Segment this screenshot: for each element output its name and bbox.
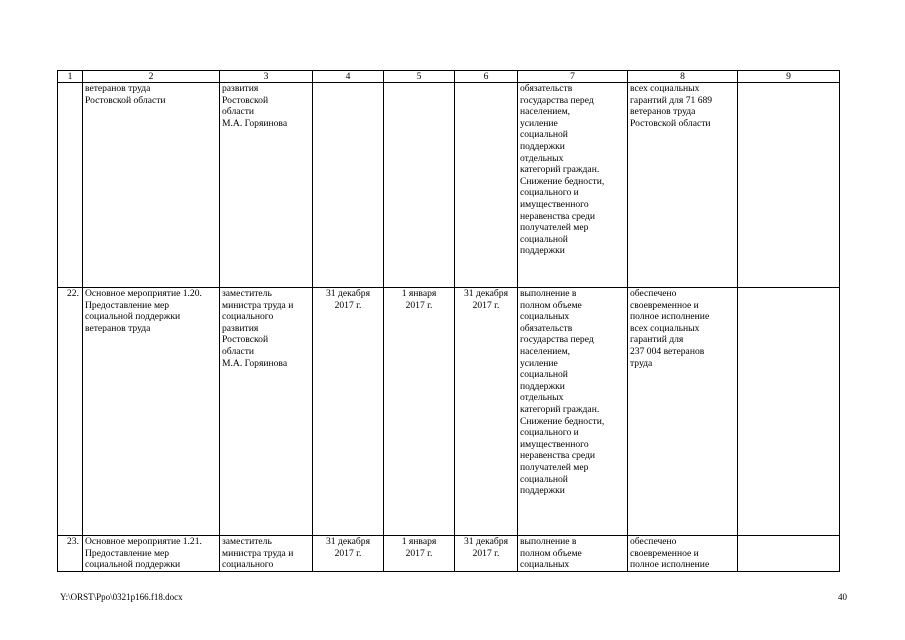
actual-end-date: 31 декабря 2017 г.	[455, 536, 518, 572]
notes-cell	[738, 288, 840, 536]
actual-end-date: 31 декабря 2017 г.	[455, 288, 518, 536]
planned-end-date	[313, 83, 384, 288]
column-number: 5	[384, 71, 455, 83]
column-number: 7	[518, 71, 628, 83]
footer-file-path: Y:\ORST\Ppo\0321p166.f18.docx	[60, 592, 183, 602]
actual-start-date	[384, 83, 455, 288]
column-number: 9	[738, 71, 840, 83]
notes-cell	[738, 83, 840, 288]
column-number: 6	[455, 71, 518, 83]
actual-result: всех социальных гарантий для 71 689 ветеранов труда Ростовской области	[628, 83, 738, 288]
measure-name: Основное мероприятие 1.20. Предоставление мер социальной поддержки ветеранов труда	[83, 288, 220, 536]
planned-result: выполнение в полном объеме социальных обязательств государства перед населением, усиление социальной поддержки отдельных категорий граждан. Снижение бедности, социального и имущественного неравенства среди получателей мер социальной поддержки	[518, 288, 628, 536]
row-number: 23.	[58, 536, 83, 572]
responsible-person: заместитель министра труда и социального	[220, 536, 313, 572]
column-number: 4	[313, 71, 384, 83]
actual-result: обеспечено своевременное и полное исполнение всех социальных гарантий для 237 004 ветеранов труда	[628, 288, 738, 536]
planned-result: обязательств государства перед населением, усиление социальной поддержки отдельных категорий граждан. Снижение бедности, социального и имущественного неравенства среди получателей мер социальной поддержки	[518, 83, 628, 288]
actual-result: обеспечено своевременное и полное исполнение	[628, 536, 738, 572]
responsible-person: развития Ростовской области М.А. Горяинова	[220, 83, 313, 288]
column-number: 3	[220, 71, 313, 83]
notes-cell	[738, 536, 840, 572]
column-number-row	[58, 71, 840, 83]
table-row	[58, 288, 840, 536]
planned-end-date: 31 декабря 2017 г.	[313, 536, 384, 572]
column-number: 8	[628, 71, 738, 83]
planned-result: выполнение в полном объеме социальных	[518, 536, 628, 572]
page-number: 40	[838, 592, 847, 602]
column-number: 2	[83, 71, 220, 83]
actual-start-date: 1 января 2017 г.	[384, 536, 455, 572]
measure-name: Основное мероприятие 1.21. Предоставление мер социальной поддержки	[83, 536, 220, 572]
table-row	[58, 536, 840, 572]
responsible-person: заместитель министра труда и социального развития Ростовской области М.А. Горяинова	[220, 288, 313, 536]
table-row	[58, 83, 840, 288]
actual-end-date	[455, 83, 518, 288]
measures-table	[57, 70, 840, 572]
row-number	[58, 83, 83, 288]
planned-end-date: 31 декабря 2017 г.	[313, 288, 384, 536]
column-number: 1	[58, 71, 83, 83]
row-number: 22.	[58, 288, 83, 536]
measure-name: ветеранов труда Ростовской области	[83, 83, 220, 288]
actual-start-date: 1 января 2017 г.	[384, 288, 455, 536]
